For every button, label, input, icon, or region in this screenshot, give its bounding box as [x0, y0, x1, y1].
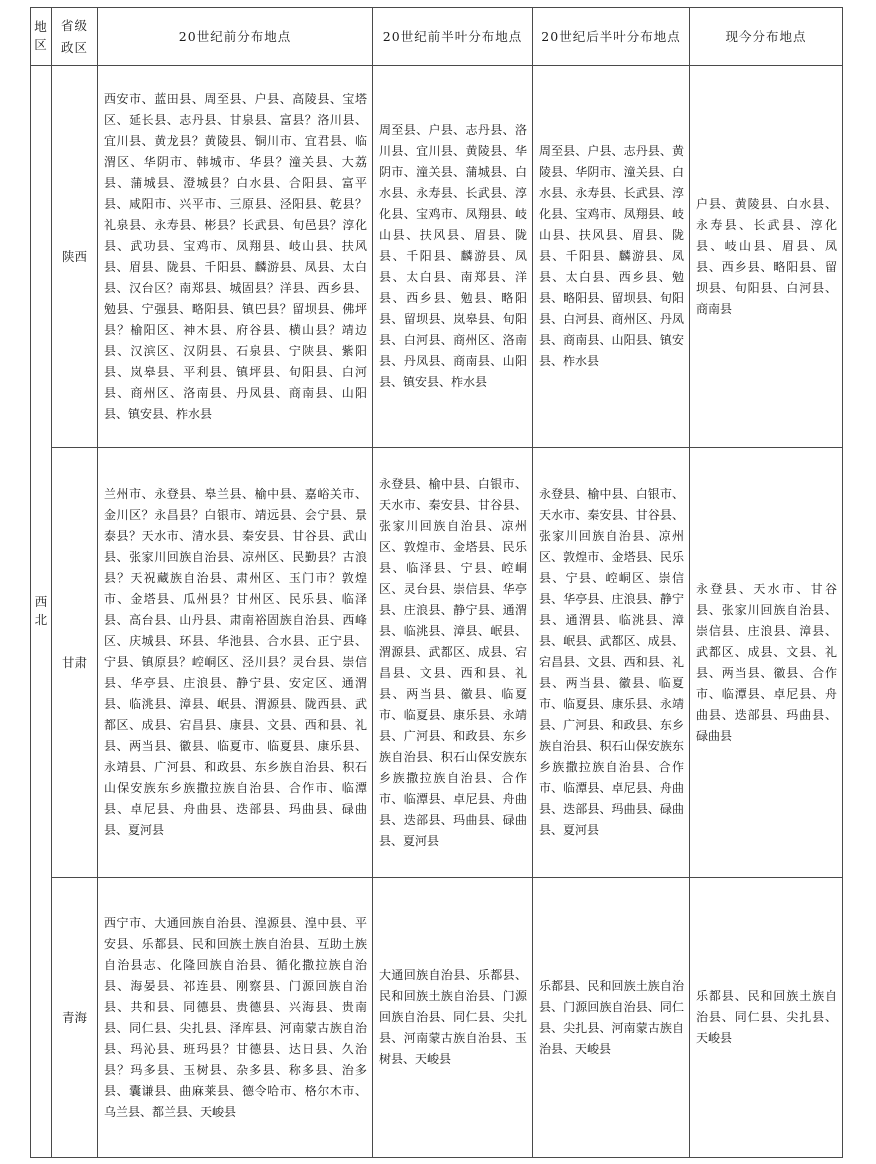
- header-early20: 20世纪前半叶分布地点: [373, 8, 533, 66]
- current-cell: 乐都县、民和回族土族自治县、同仁县、尖扎县、天峻县: [690, 878, 843, 1158]
- late20-cell: 永登县、榆中县、白银市、天水市、秦安县、甘谷县、张家川回族自治县、凉州区、敦煌市、金塔县、民乐县、宁县、崆峒区、崇信县、华亭县、庄浪县、静宁县、通渭县、临洮县、漳县、岷县、武都区、成县、宕昌县、文县、西和县、礼县、两当县、徽县、临夏市、临夏县、康乐县、永靖县、广河县、和政县、东乡族自治县、积石山保安族东乡族撒拉族自治县、合作市、临潭县、卓尼县、舟曲县、迭部县、玛曲县、碌曲县、夏河县: [533, 448, 690, 878]
- table-row-gansu: [31, 448, 843, 878]
- pre20-cell: 兰州市、永登县、皋兰县、榆中县、嘉峪关市、金川区？永昌县？白银市、靖远县、会宁县、景泰县？天水市、清水县、秦安县、甘谷县、武山县、张家川回族自治县、凉州区、民勤县？古浪县？天祝藏族自治县、肃州区、玉门市？敦煌市、金塔县、瓜州县？甘州区、民乐县、临泽县、高台县、山丹县、肃南裕固族自治县、西峰区、庆城县、环县、华池县、合水县、正宁县、宁县、镇原县？崆峒区、泾川县？灵台县、崇信县、华亭县、庄浪县、静宁县、安定区、通渭县、临洮县、漳县、岷县、渭源县、陇西县、武都区、成县、宕昌县、康县、文县、西和县、礼县、两当县、徽县、临夏市、临夏县、康乐县、永靖县、广河县、和政县、东乡族自治县、积石山保安族东乡族撒拉族自治县、合作市、临潭县、卓尼县、舟曲县、迭部县、玛曲县、碌曲县、夏河县: [98, 448, 373, 878]
- province-cell: 陕西: [52, 66, 98, 448]
- header-late20: 20世纪后半叶分布地点: [533, 8, 690, 66]
- pre20-cell: 西安市、蓝田县、周至县、户县、高陵县、宝塔区、延长县、志丹县、甘泉县、富县？洛川县、宜川县、黄龙县？黄陵县、铜川市、宜君县、临渭区、华阴市、韩城市、华县？潼关县、大荔县、蒲城县、澄城县？白水县、合阳县、富平县、咸阳市、兴平市、三原县、泾阳县、乾县？礼泉县、永寿县、彬县？长武县、旬邑县？淳化县、武功县、宝鸡市、凤翔县、岐山县、扶风县、眉县、陇县、千阳县、麟游县、凤县、太白县、汉台区？南郑县、城固县？洋县、西乡县、勉县、宁强县、略阳县、镇巴县？留坝县、佛坪县？榆阳区、神木县、府谷县、横山县？靖边县、汉滨区、汉阴县、石泉县、宁陕县、紫阳县、岚皋县、平利县、镇坪县、旬阳县、白河县、商州区、洛南县、丹凤县、商南县、山阳县、镇安县、柞水县: [98, 66, 373, 448]
- header-row: [31, 8, 843, 66]
- province-cell: 甘肃: [52, 448, 98, 878]
- late20-cell: 乐都县、民和回族土族自治县、门源回族自治县、同仁县、尖扎县、河南蒙古族自治县、天峻县: [533, 878, 690, 1158]
- distribution-table: [30, 7, 843, 1158]
- table-row-qinghai: [31, 878, 843, 1158]
- early20-cell: 永登县、榆中县、白银市、天水市、秦安县、甘谷县、张家川回族自治县、凉州区、敦煌市、金塔县、民乐县、临泽县、宁县、崆峒区、灵台县、崇信县、华亭县、庄浪县、静宁县、通渭县、临洮县、漳县、岷县、渭源县、武都区、成县、宕昌县、文县、西和县、礼县、两当县、徽县、临夏市、临夏县、康乐县、永靖县、广河县、和政县、东乡族自治县、积石山保安族东乡族撒拉族自治县、合作市、临潭县、卓尼县、舟曲县、迭部县、玛曲县、碌曲县、夏河县: [373, 448, 533, 878]
- pre20-cell: 西宁市、大通回族自治县、湟源县、湟中县、平安县、乐都县、民和回族土族自治县、互助土族自治县志、化隆回族自治县、循化撒拉族自治县、海晏县、祁连县、刚察县、门源回族自治县、共和县、同德县、贵德县、兴海县、贵南县、同仁县、尖扎县、泽库县、河南蒙古族自治县、玛沁县、班玛县？甘德县、达日县、久治县？玛多县、玉树县、杂多县、称多县、治多县、囊谦县、曲麻莱县、德令哈市、格尔木市、乌兰县、都兰县、天峻县: [98, 878, 373, 1158]
- province-cell: 青海: [52, 878, 98, 1158]
- current-cell: 永登县、天水市、甘谷县、张家川回族自治县、崇信县、庄浪县、漳县、武都区、成县、文县、礼县、两当县、徽县、合作市、临潭县、卓尼县、舟曲县、迭部县、玛曲县、碌曲县: [690, 448, 843, 878]
- current-cell: 户县、黄陵县、白水县、永寿县、长武县、淳化县、岐山县、眉县、凤县、西乡县、略阳县、留坝县、旬阳县、白河县、商南县: [690, 66, 843, 448]
- late20-cell: 周至县、户县、志丹县、黄陵县、华阴市、潼关县、白水县、永寿县、长武县、淳化县、宝鸡市、凤翔县、岐山县、扶风县、眉县、陇县、千阳县、麟游县、凤县、太白县、西乡县、勉县、略阳县、留坝县、旬阳县、白河县、商州区、丹凤县、商南县、山阳县、镇安县、柞水县: [533, 66, 690, 448]
- early20-cell: 大通回族自治县、乐都县、民和回族土族自治县、门源回族自治县、同仁县、尖扎县、河南蒙古族自治县、玉树县、天峻县: [373, 878, 533, 1158]
- header-current: 现今分布地点: [690, 8, 843, 66]
- early20-cell: 周至县、户县、志丹县、洛川县、宜川县、黄陵县、华阴市、潼关县、蒲城县、白水县、永寿县、长武县、淳化县、宝鸡市、凤翔县、岐山县、扶风县、眉县、陇县、千阳县、麟游县、凤县、太白县、南郑县、洋县、西乡县、勉县、略阳县、留坝县、岚皋县、旬阳县、白河县、商州区、洛南县、丹凤县、商南县、山阳县、镇安县、柞水县: [373, 66, 533, 448]
- region-cell: 西北: [31, 66, 52, 1158]
- header-province: 省级政区: [52, 8, 98, 66]
- table-row-shaanxi: [31, 66, 843, 448]
- header-pre20: 20世纪前分布地点: [98, 8, 373, 66]
- header-region: 地区: [31, 8, 52, 66]
